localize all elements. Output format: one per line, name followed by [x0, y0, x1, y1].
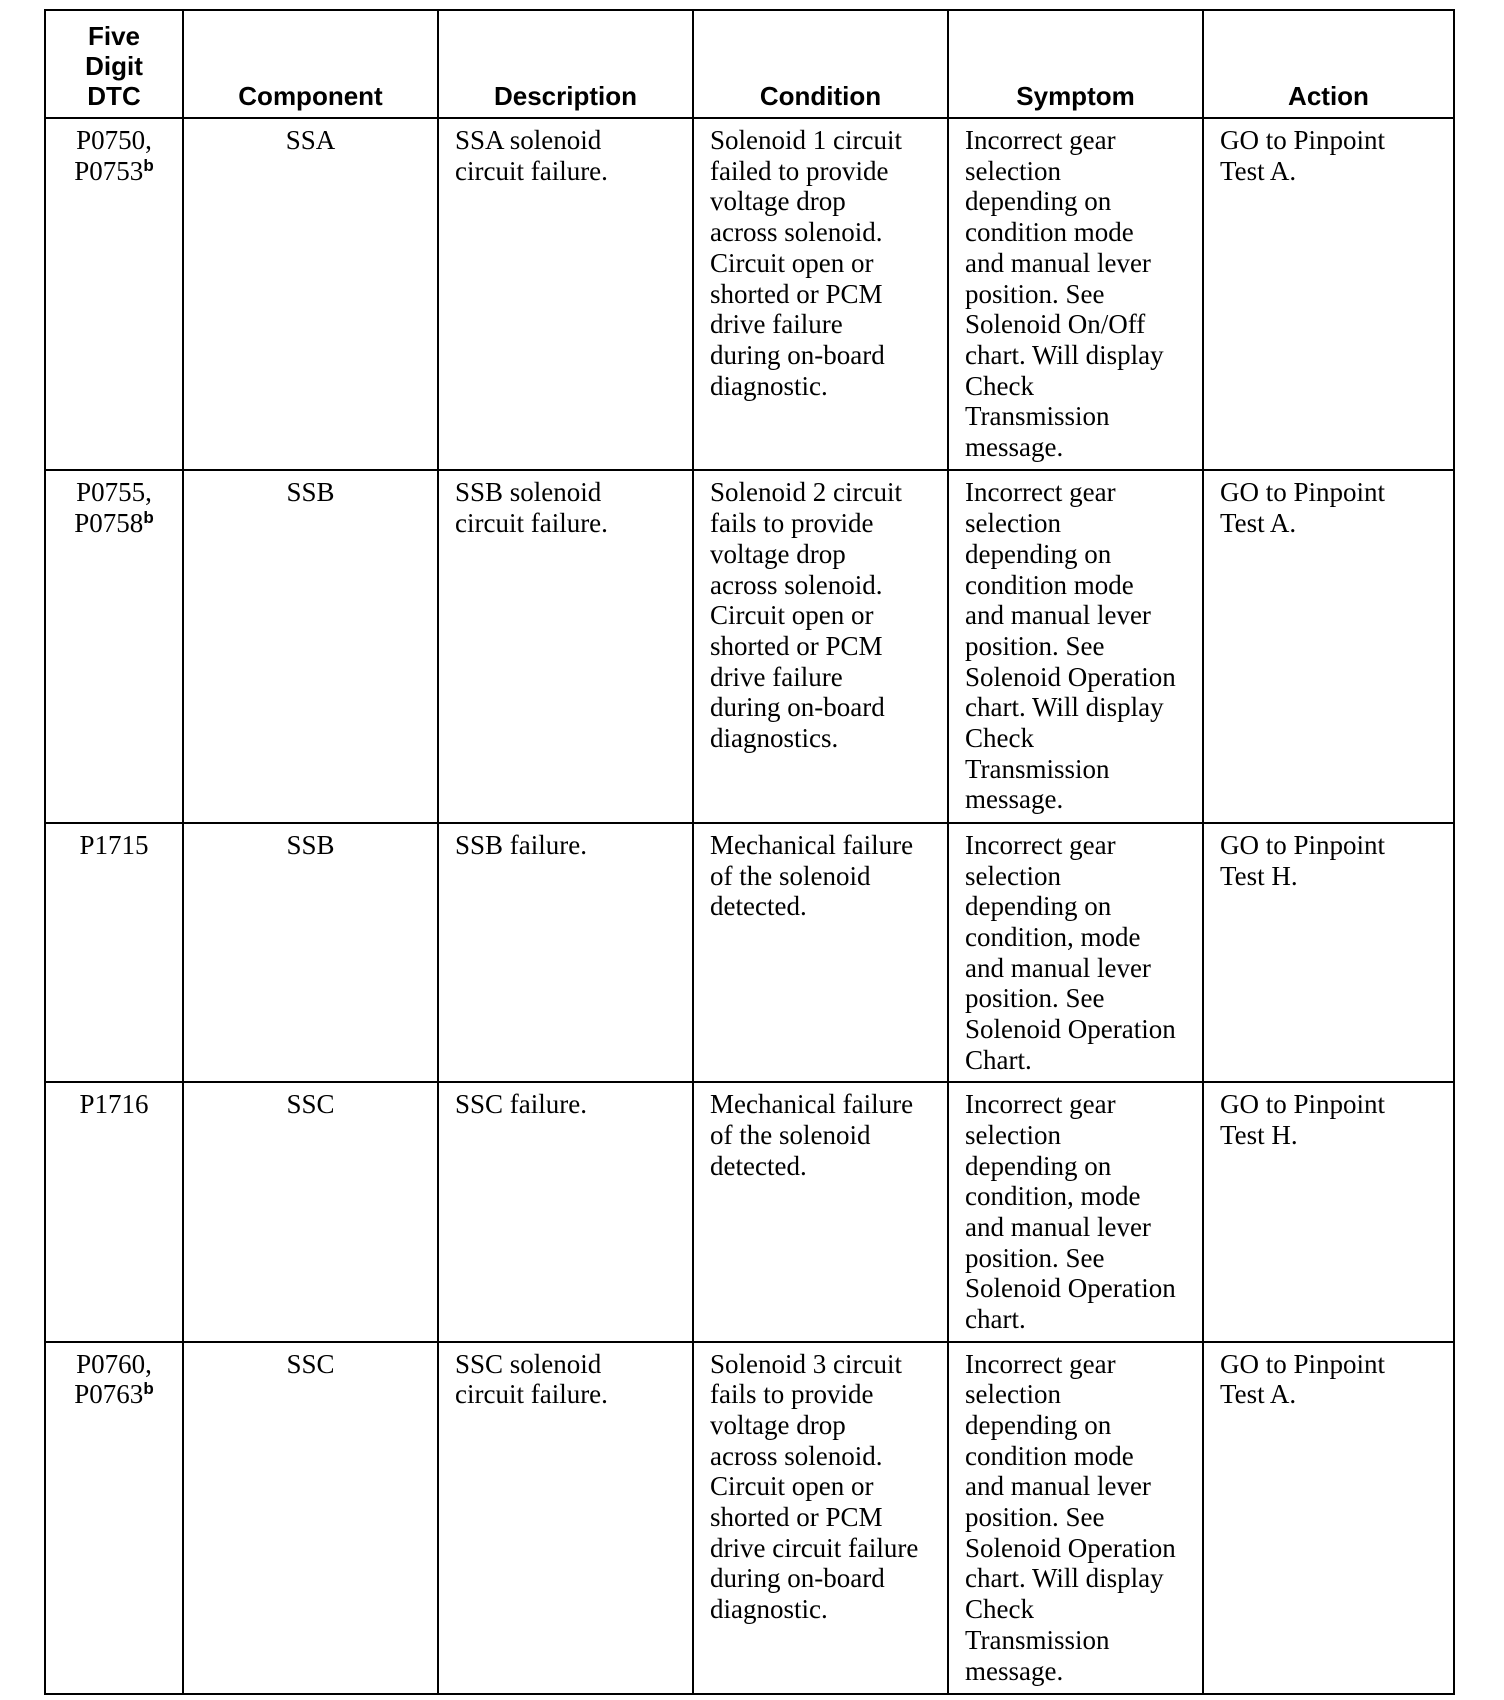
- component-cell-text: SSB: [286, 829, 335, 860]
- condition-cell-text: Mechanical failure of the solenoid detected.: [710, 1089, 914, 1181]
- header-description: Description: [438, 10, 693, 118]
- component-cell-text: SSA: [285, 125, 336, 155]
- action-cell: [1203, 1082, 1454, 1341]
- condition-cell-text: Solenoid 1 circuit failed to provide voltage drop across solenoid. Circuit open or shorted or PCM drive failure during on-board diagnostic.: [710, 125, 902, 401]
- action-cell-text: GO to Pinpoint Test A.: [1220, 477, 1386, 539]
- symptom-cell: [948, 1342, 1203, 1694]
- dtc-code-text: P1716: [79, 1089, 149, 1120]
- dtc-cell: [45, 1342, 183, 1694]
- dtc-cell: [45, 823, 183, 1082]
- header-action: Action: [1203, 10, 1454, 118]
- condition-cell-text: Solenoid 3 circuit fails to provide voltage drop across solenoid. Circuit open or shorted or PCM drive circuit failure during on-board diagnostic.: [710, 1348, 919, 1625]
- description-cell-text: SSB solenoid circuit failure.: [455, 477, 608, 539]
- dtc-code: [52, 156, 176, 187]
- action-cell: [1203, 1342, 1454, 1694]
- dtc-code-text: P0755,: [76, 477, 152, 508]
- dtc-code-text: P0753: [74, 155, 144, 186]
- dtc-code-text: P1715: [79, 829, 149, 860]
- dtc-code-text: P0763: [74, 1379, 144, 1410]
- footnote-marker: b: [143, 1379, 154, 1399]
- symptom-cell-text: Incorrect gear selection depending on condition, mode and manual lever position. See Solenoid Operation Chart.: [965, 829, 1176, 1075]
- dtc-code-text: P0758: [74, 508, 144, 539]
- description-cell: [438, 470, 693, 822]
- component-cell: [183, 1342, 438, 1694]
- symptom-cell-text: Incorrect gear selection depending on condition mode and manual lever position. See Solenoid Operation chart. Will display Check Transmission message.: [965, 477, 1176, 815]
- action-cell-text: GO to Pinpoint Test A.: [1220, 1348, 1386, 1410]
- dtc-code-text: P0760,: [76, 1348, 152, 1379]
- description-cell-text: SSC failure.: [455, 1089, 587, 1120]
- dtc-code: [52, 1379, 176, 1410]
- action-cell: [1203, 118, 1454, 470]
- component-cell: [183, 823, 438, 1082]
- dtc-code: [52, 1349, 176, 1380]
- symptom-cell: [948, 118, 1203, 470]
- action-cell-text: GO to Pinpoint Test H.: [1220, 1089, 1386, 1150]
- dtc-code: [52, 125, 176, 156]
- table-row: [45, 118, 1454, 470]
- description-cell-text: SSC solenoid circuit failure.: [455, 1348, 608, 1410]
- description-cell-text: SSA solenoid circuit failure.: [455, 125, 608, 186]
- symptom-cell: [948, 823, 1203, 1082]
- symptom-cell: [948, 1082, 1203, 1341]
- condition-cell: [693, 470, 948, 822]
- component-cell: [183, 118, 438, 470]
- dtc-code-text: P0750,: [76, 125, 152, 155]
- condition-cell-text: Solenoid 2 circuit fails to provide voltage drop across solenoid. Circuit open or shorted or PCM drive failure during on-board diagnostics.: [710, 477, 902, 754]
- dtc-cell: [45, 1082, 183, 1341]
- component-cell-text: SSC: [286, 1348, 335, 1379]
- action-cell-text: GO to Pinpoint Test H.: [1220, 829, 1386, 891]
- dtc-code: [52, 1089, 176, 1120]
- component-cell-text: SSB: [286, 477, 335, 508]
- table-row: [45, 470, 1454, 822]
- dtc-code: [52, 508, 176, 539]
- description-cell: [438, 1342, 693, 1694]
- dtc-cell: [45, 118, 183, 470]
- action-cell: [1203, 823, 1454, 1082]
- component-cell: [183, 470, 438, 822]
- header-dtc-line-2: Digit: [85, 51, 143, 81]
- header-row: [45, 10, 1454, 118]
- dtc-code: [52, 830, 176, 861]
- header-dtc-line-3: DTC: [87, 81, 141, 111]
- condition-cell: [693, 823, 948, 1082]
- dtc-table: [44, 9, 1455, 1695]
- header-dtc-line-1: Five: [87, 21, 141, 51]
- footnote-marker: b: [143, 155, 154, 175]
- symptom-cell-text: Incorrect gear selection depending on condition, mode and manual lever position. See Solenoid Operation chart.: [965, 1089, 1176, 1335]
- description-cell: [438, 1082, 693, 1341]
- action-cell-text: GO to Pinpoint Test A.: [1220, 125, 1386, 186]
- description-cell: [438, 823, 693, 1082]
- condition-cell: [693, 118, 948, 470]
- condition-cell: [693, 1342, 948, 1694]
- action-cell: [1203, 470, 1454, 822]
- header-component: Component: [183, 10, 438, 118]
- condition-cell: [693, 1082, 948, 1341]
- dtc-code: [52, 477, 176, 508]
- symptom-cell: [948, 470, 1203, 822]
- table-body: [45, 118, 1454, 1694]
- component-cell: [183, 1082, 438, 1341]
- symptom-cell-text: Incorrect gear selection depending on condition mode and manual lever position. See Solenoid On/Off chart. Will display Check Transmission message.: [965, 125, 1164, 463]
- table-row: [45, 1342, 1454, 1694]
- table-row: [45, 1082, 1454, 1341]
- condition-cell-text: Mechanical failure of the solenoid detected.: [710, 829, 914, 922]
- header-condition: Condition: [693, 10, 948, 118]
- dtc-cell: [45, 470, 183, 822]
- description-cell: [438, 118, 693, 470]
- table-row: [45, 823, 1454, 1082]
- footnote-marker: b: [143, 508, 154, 528]
- header-five-digit-dtc: [45, 10, 183, 118]
- header-symptom: Symptom: [948, 10, 1203, 118]
- symptom-cell-text: Incorrect gear selection depending on condition mode and manual lever position. See Solenoid Operation chart. Will display Check Transmission message.: [965, 1348, 1176, 1686]
- description-cell-text: SSB failure.: [455, 829, 587, 860]
- component-cell-text: SSC: [286, 1089, 335, 1120]
